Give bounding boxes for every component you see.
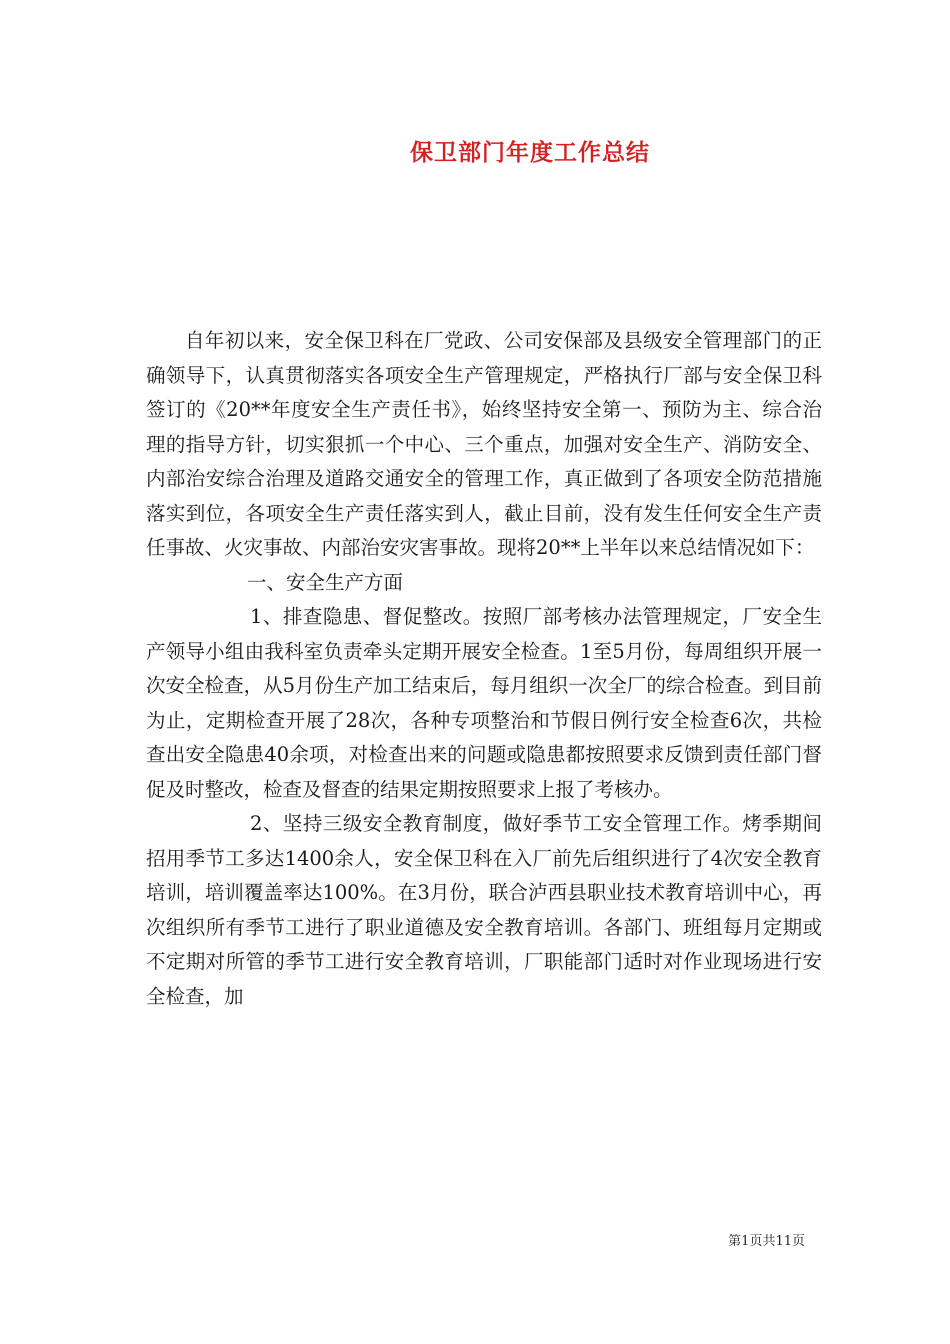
document-body <box>146 324 822 1014</box>
item-paragraph-1: 1、排查隐患、督促整改。按照厂部考核办法管理规定，厂安全生产领导小组由我科室负责牵头定期开展安全检查。1至5月份，每周组织开展一次安全检查，从5月份生产加工结束后，每月组织一次全厂的综合检查。到目前为止，定期检查开展了28次，各种专项整治和节假日例行安全检查6次，共检查出安全隐患40余项，对检查出来的问题或隐患都按照要求反馈到责任部门督促及时整改，检查及督查的结果定期按照要求上报了考核办。 <box>146 605 822 801</box>
intro-paragraph: 自年初以来，安全保卫科在厂党政、公司安保部及县级安全管理部门的正确领导下，认真贯彻落实各项安全生产管理规定，严格执行厂部与安全保卫科签订的《20**年度安全生产责任书》，始终坚持安全第一、预防为主、综合治理的指导方针，切实狠抓一个中心、三个重点，加强对安全生产、消防安全、内部治安综合治理及道路交通安全的管理工作，真正做到了各项安全防范措施落实到位，各项安全生产责任落实到人，截止目前，没有发生任何安全生产责任事故、火灾事故、内部治安灾害事故。现将20**上半年以来总结情况如下： <box>146 329 822 559</box>
section-heading: 一、安全生产方面 <box>247 570 404 594</box>
document-title: 保卫部门年度工作总结 <box>410 140 650 166</box>
page-number: 第1页共11页 <box>728 1234 805 1249</box>
item-paragraph-2: 2、坚持三级安全教育制度，做好季节工安全管理工作。烤季期间招用季节工多达1400余人，安全保卫科在入厂前先后组织进行了4次安全教育培训，培训覆盖率达100%。在3月份，联合泸西县职业技术教育培训中心，再次组织所有季节工进行了职业道德及安全教育培训。各部门、班组每月定期或不定期对所管的季节工进行安全教育培训，厂职能部门适时对作业现场进行安全检查，加 <box>146 812 822 1008</box>
